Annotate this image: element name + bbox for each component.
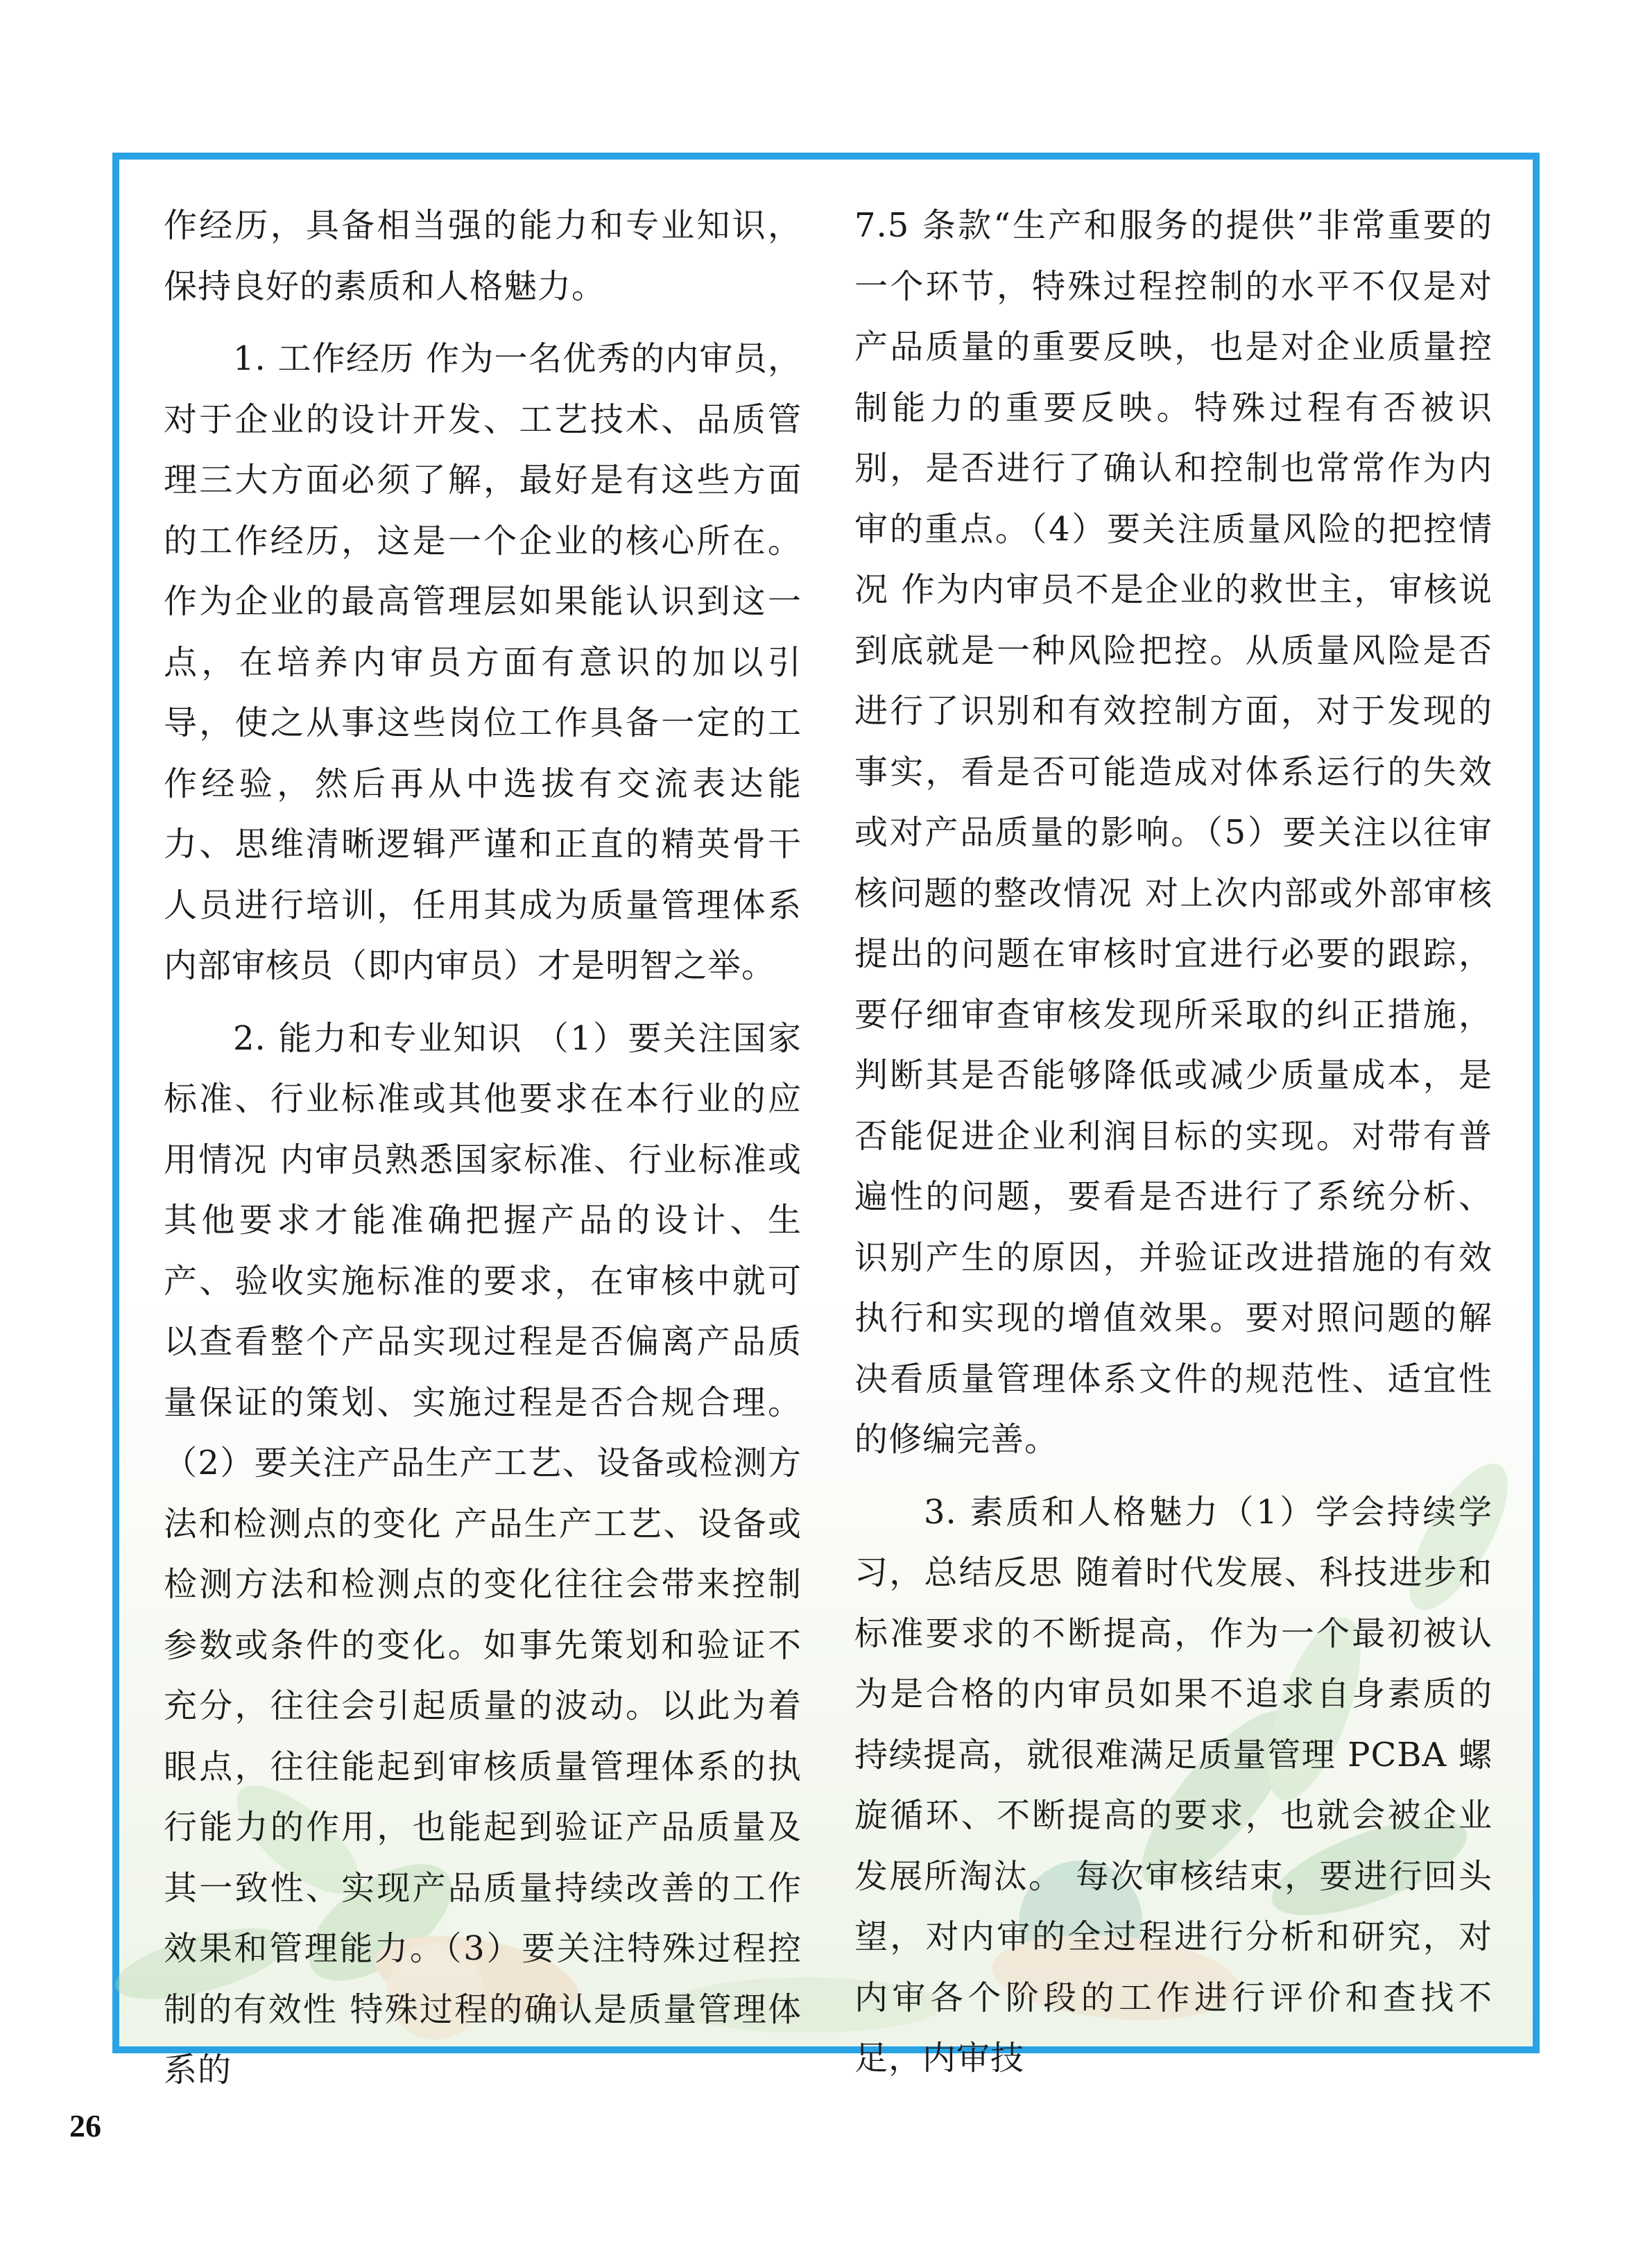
content-frame	[112, 153, 1540, 2089]
left-column	[164, 196, 802, 2101]
paragraph: 作经历，具备相当强的能力和专业知识，保持良好的素质和人格魅力。	[164, 206, 802, 306]
paragraph: 3. 素质和人格魅力（1）学会持续学习，总结反思 随着时代发展、科技进步和标准要求的不断提高，作为一个最初被认为是合格的内审员如果不追求自身素质的持续提高，就很难满足质量管理 PCBA 螺旋循环、不断提高的要求，也就会被企业发展所淘汰。 每次审核结束，要进行回头望，对内审的全过程进行分析和研究，对内审各个阶段的工作进行评价和查找不足，内审技	[854, 1492, 1492, 2078]
right-column	[854, 196, 1492, 2089]
paragraph: 2. 能力和专业知识 （1）要关注国家标准、行业标准或其他要求在本行业的应用情况 内审员熟悉国家标准、行业标准或其他要求才能准确把握产品的设计、生产、验收实施标准的要求，在审核中就可以查看整个产品实现过程是否偏离产品质量保证的策划、实施过程是否合规合理。（2）要关注产品生产工艺、设备或检测方法和检测点的变化 产品生产工艺、设备或检测方法和检测点的变化往往会带来控制参数或条件的变化。如事先策划和验证不充分，往往会引起质量的波动。以此为着眼点，往往能起到审核质量管理体系的执行能力的作用，也能起到验证产品质量及其一致性、实现产品质量持续改善的工作效果和管理能力。（3）要关注特殊过程控制的有效性 特殊过程的确认是质量管理体系的	[164, 1018, 802, 2089]
paragraph: 1. 工作经历 作为一名优秀的内审员，对于企业的设计开发、工艺技术、品质管理三大方面必须了解，最好是有这些方面的工作经历，这是一个企业的核心所在。作为企业的最高管理层如果能认识到这一点，在培养内审员方面有意识的加以引导，使之从事这些岗位工作具备一定的工作经验，然后再从中选拔有交流表达能力、思维清晰逻辑严谨和正直的精英骨干人员进行培训，任用其成为质量管理体系内部审核员（即内审员）才是明智之举。	[164, 339, 802, 985]
page-number: 26	[69, 2108, 101, 2143]
paragraph: 7.5 条款“生产和服务的提供”非常重要的一个环节，特殊过程控制的水平不仅是对产品质量的重要反映，也是对企业质量控制能力的重要反映。特殊过程有否被识别，是否进行了确认和控制也常常作为内审的重点。（4）要关注质量风险的把控情况 作为内审员不是企业的救世主，审核说到底就是一种风险把控。从质量风险是否进行了识别和有效控制方面，对于发现的事实，看是否可能造成对体系运行的失效或对产品质量的影响。（5）要关注以往审核问题的整改情况 对上次内部或外部审核提出的问题在审核时宜进行必要的跟踪，要仔细审查审核发现所采取的纠正措施，判断其是否能够降低或减少质量成本，是否能促进企业利润目标的实现。对带有普遍性的问题，要看是否进行了系统分析、识别产生的原因，并验证改进措施的有效执行和实现的增值效果。要对照问题的解决看质量管理体系文件的规范性、适宜性的修编完善。	[854, 206, 1492, 1459]
